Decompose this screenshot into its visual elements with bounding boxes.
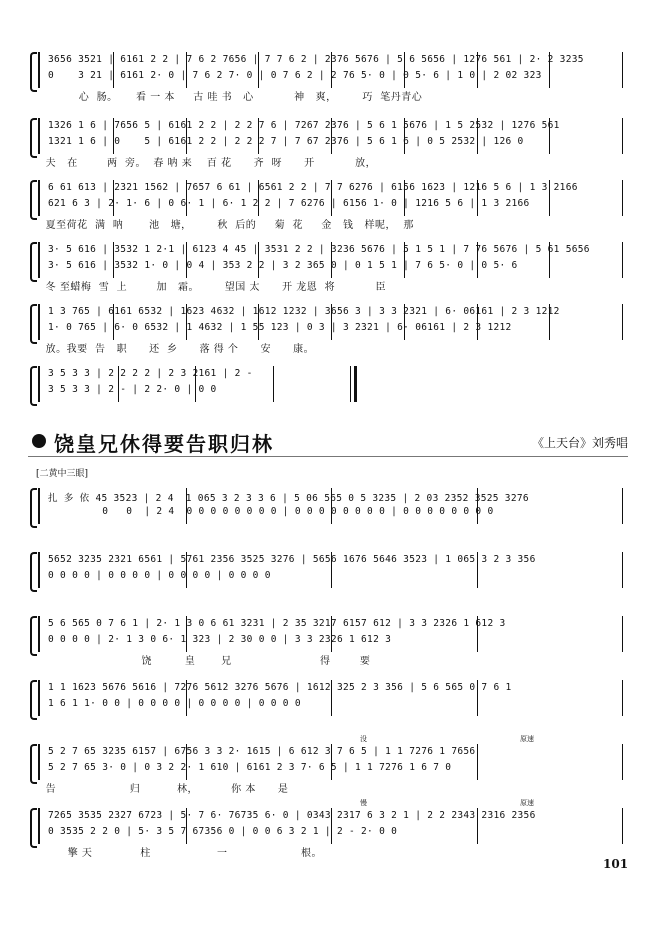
score-system [30,799,630,859]
lyrics-line: 心 肠。 看 一 本 古 哇 书 心 神 爽， 巧 笔丹青心 [42,92,423,103]
start-barline [38,680,40,716]
lyrics-line: 告 归 林， 你 本 是 [42,784,289,795]
start-barline [38,180,40,216]
melody-line: 5 6 565 0 7 6 1 | 2· 1 3 0 6 61 3231 | 2 35 3217 6157 612 | 3 3 2326 1 612 3 [42,618,506,629]
system-brace [30,488,37,528]
barline [273,366,274,402]
accompaniment-line: 1· 0 765 | 6· 0 6532 | 1 4632 | 1 55 123 | 0 3 | 3 2321 | 6· 06161 | 2 3 1212 [42,322,512,333]
barline [622,118,623,154]
barline [622,680,623,716]
melody-line: 扎 多 依 45 3523 | 2 4 1 065 3 2 3 3 6 | 5 06 565 0 5 3235 | 2 03 2352 3525 3276 [42,493,529,504]
system-brace [30,744,37,784]
score-system [30,242,630,292]
title-divider [28,456,628,457]
melody-line: 5 2 7 65 3235 6157 | 6756 3 3 2· 1615 | 6 612 3 7 6 5 | 1 1 7276 1 7656 [42,746,476,757]
start-barline [38,552,40,588]
system-brace [30,680,37,720]
mode-label: [二黄中三眼] [36,469,89,479]
melody-line: 1 1 1623 5676 5616 | 7276 5612 3276 5676 | 1612 325 2 3 356 | 5 6 565 0 7 6 1 [42,682,512,693]
melody-line: 5652 3235 2321 6561 | 5761 2356 3525 3276 | 5656 1676 5646 3523 | 1 065 3 2 3 356 [42,554,536,565]
lyrics-line: 擎 天 柱 一 根。 [42,848,323,859]
barline [622,616,623,652]
melody-line: 3656 3521 | 6161 2 2 | 7 6 2 7656 | 7 7 6 2 | 2376 5676 | 5 6 5656 | 1276 561 | 2· 2 3235 [42,54,584,65]
accompaniment-line: 0 0 0 0 | 0 0 0 0 | 0 0 0 0 | 0 0 0 0 [42,570,271,581]
barline [350,366,351,402]
lyrics-line: 饶 皇 兄 得 要 [42,656,371,667]
start-barline [38,118,40,154]
barline [622,808,623,844]
system-brace [30,616,37,656]
start-barline [38,52,40,88]
barline [622,744,623,780]
tempo-annotation: 没 [360,735,367,743]
accompaniment-line: 0 0 | 2 4 0 0 0 0 0 0 0 0 | 0 0 0 0 0 0 0 0 | 0 0 0 0 0 0 0 0 [42,506,494,517]
accompaniment-line: 3· 5 616 | 3532 1· 0 | 0 4 | 353 2 2 | 3 2 365 0 | 0 1 5 1 | 7 6 5· 0 | 0 5· 6 [42,260,518,271]
system-brace [30,118,37,158]
final-barline [354,366,357,402]
melody-line: 3· 5 616 | 3532 1 2·1 | 6123 4 45 | 3531 2 2 | 3236 5676 | 5 1 5 1 | 7 76 5676 | 5 61 5656 [42,244,590,255]
lyrics-line: 夫 在 两 旁。 春 呐 来 百 花 齐 呀 开 放， [42,158,377,169]
bullet-icon [32,434,46,448]
section-title-row [28,428,628,456]
accompaniment-line: 0 0 0 0 | 2· 1 3 0 6· 1 323 | 2 30 0 0 | 3 3 2326 1 612 3 [42,634,392,645]
system-brace [30,552,37,592]
score-system [30,118,630,168]
accompaniment-line: 3 5 3 3 | 2 - | 2 2· 0 | 0 0 [42,384,217,395]
start-barline [38,808,40,844]
score-system [30,680,630,730]
tempo-annotation: 慢 [360,799,367,807]
system-brace [30,52,37,92]
score-system [30,552,630,602]
page-number: 101 [603,857,629,871]
tempo-annotation: 原速 [520,735,534,743]
accompaniment-line: 0 3535 2 2 0 | 5· 3 5 7 67356 0 | 0 0 6 3 2 1 | 2 - 2· 0 0 [42,826,398,837]
melody-line: 1326 1 6 | 7656 5 | 6161 2 2 | 2 2 7 6 | 7267 2376 | 5 6 1 5676 | 1 5 2532 | 1276 561 [42,120,560,131]
start-barline [38,304,40,340]
start-barline [38,366,40,402]
barline [622,488,623,524]
score-system [30,180,630,230]
system-brace [30,304,37,344]
accompaniment-line: 1 6 1 1· 0 0 | 0 0 0 0 | 0 0 0 0 | 0 0 0 0 [42,698,301,709]
tempo-annotation: 原速 [520,799,534,807]
system-brace [30,366,37,406]
accompaniment-line: 621 6 3 | 2· 1· 6 | 0 6· 1 | 6· 1 2 2 | 7 6276 | 6156 1· 0 | 1216 5 6 | 1 3 2166 [42,198,530,209]
barline [622,52,623,88]
section-title: 饶皇兄休得要告职归林 [54,432,274,456]
start-barline [38,616,40,652]
system-brace [30,180,37,220]
melody-line: 6 61 613 | 2321 1562 | 7657 6 61 | 6561 2 2 | 7 7 6276 | 6156 1623 | 1216 5 6 | 1 3 2166 [42,182,578,193]
barline [477,744,478,780]
start-barline [38,744,40,780]
accompaniment-line: 0 3 21 | 6161 2· 0 | 7 6 2 7· 0 | 0 7 6 2 | 2 76 5· 0 | 0 5· 6 | 1 0 | 2 02 323 [42,70,542,81]
barline [622,180,623,216]
accompaniment-line: 1321 1 6 | 0 5 | 6161 2 2 | 2 2 2 7 | 7 67 2376 | 5 6 1 6 | 0 5 2532 | 126 0 [42,136,524,147]
score-system [30,616,630,666]
barline [622,242,623,278]
start-barline [38,488,40,524]
score-system [30,52,630,102]
lyrics-line: 放。我要 告 职 还 乡 落 得 个 安 康。 [42,344,315,355]
system-brace [30,242,37,282]
barline [622,304,623,340]
start-barline [38,242,40,278]
melody-line: 1 3 765 | 6161 6532 | 1623 4632 | 1612 1232 | 3656 3 | 3 3 2321 | 6· 06161 | 2 3 1212 [42,306,560,317]
barline [622,552,623,588]
score-system [30,488,630,538]
melody-line: 7265 3535 2327 6723 | 5· 7 6· 76735 6· 0 | 0343 2317 6 3 2 1 | 2 2 2343 2316 2356 [42,810,536,821]
melody-line: 3 5 3 3 | 2 2 2 2 | 2 3 2161 | 2 - [42,368,259,379]
system-brace [30,808,37,848]
lyrics-line: 冬 至蜡梅 雪 上 加 霜。 望国 太 开 龙恩 将 臣 [42,282,387,293]
score-system [30,366,630,416]
section-source: 《上天台》刘秀唱 [531,436,628,450]
score-system [30,735,630,795]
lyrics-line: 夏至荷花 满 呐 池 塘， 秋 后的 菊 花 金 钱 样呢， 那 [42,220,414,231]
score-system [30,304,630,354]
accompaniment-line: 5 2 7 65 3· 0 | 0 3 2 2· 1 610 | 6161 2 3 7· 6 5 | 1 1 7276 1 6 7 0 [42,762,452,773]
